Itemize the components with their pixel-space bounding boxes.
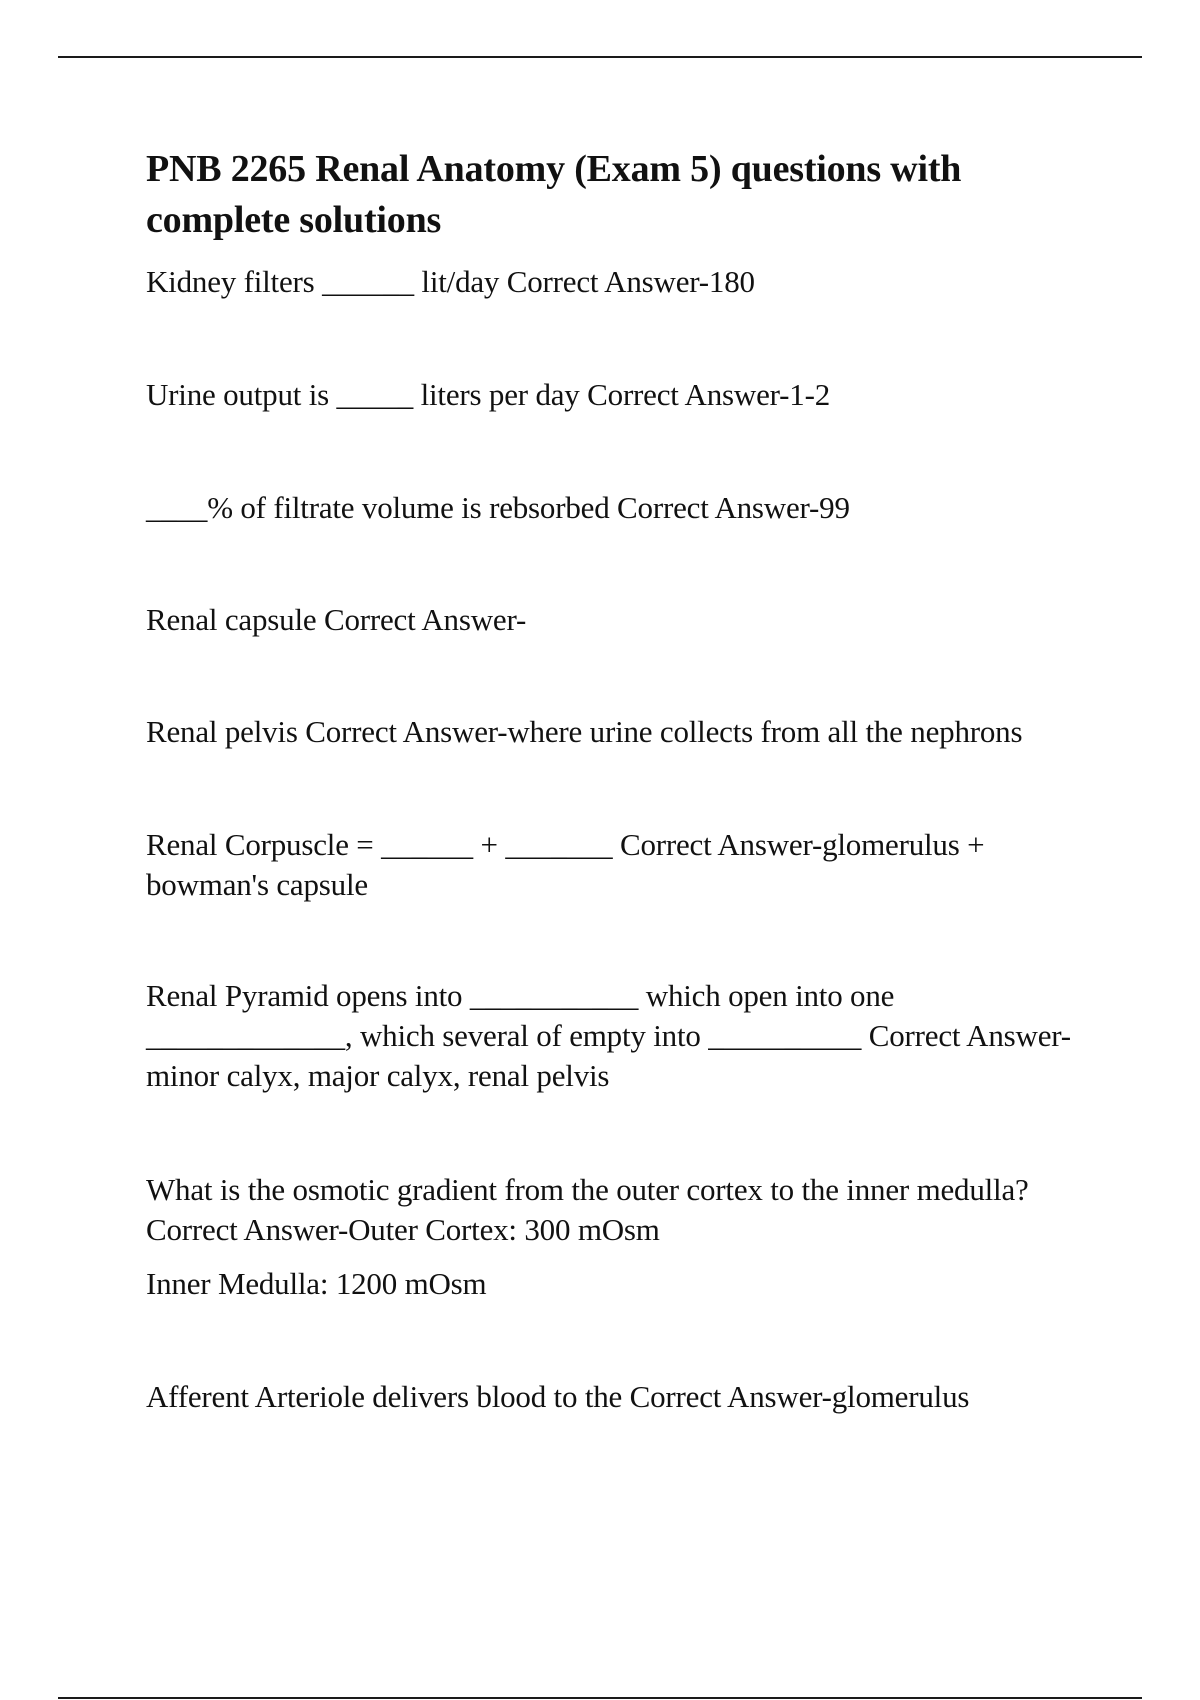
qa-item-renal-corpuscle: Renal Corpuscle = ______ + _______ Correct Answer-glomerulus + bowman's capsule: [146, 827, 985, 902]
bottom-rule: [58, 1697, 1142, 1699]
qa-item-urine-output: Urine output is _____ liters per day Correct Answer-1-2: [146, 377, 831, 412]
qa-item-afferent-arteriole: Afferent Arteriole delivers blood to the Correct Answer-glomerulus: [146, 1379, 970, 1414]
qa-item-kidney-filters: Kidney filters ______ lit/day Correct Answer-180: [146, 264, 755, 299]
qa-item-renal-capsule: Renal capsule Correct Answer-: [146, 602, 527, 637]
qa-item-osmotic-gradient-extra: Inner Medulla: 1200 mOsm: [146, 1266, 487, 1301]
qa-item-renal-pelvis: Renal pelvis Correct Answer-where urine collects from all the nephrons: [146, 714, 1023, 749]
qa-item-osmotic-gradient: What is the osmotic gradient from the outer cortex to the inner medulla? Correct Answer-Outer Cortex: 300 mOsm: [146, 1172, 1029, 1247]
top-rule: [58, 56, 1142, 58]
qa-item-renal-pyramid: Renal Pyramid opens into ___________ which open into one _____________, which several of empty into __________ Correct Answer-minor calyx, major calyx, renal pelvis: [146, 978, 1071, 1093]
qa-item-filtrate-reabsorbed: ____% of filtrate volume is rebsorbed Correct Answer-99: [146, 490, 850, 525]
document-title: PNB 2265 Renal Anatomy (Exam 5) questions with complete solutions: [146, 148, 962, 241]
